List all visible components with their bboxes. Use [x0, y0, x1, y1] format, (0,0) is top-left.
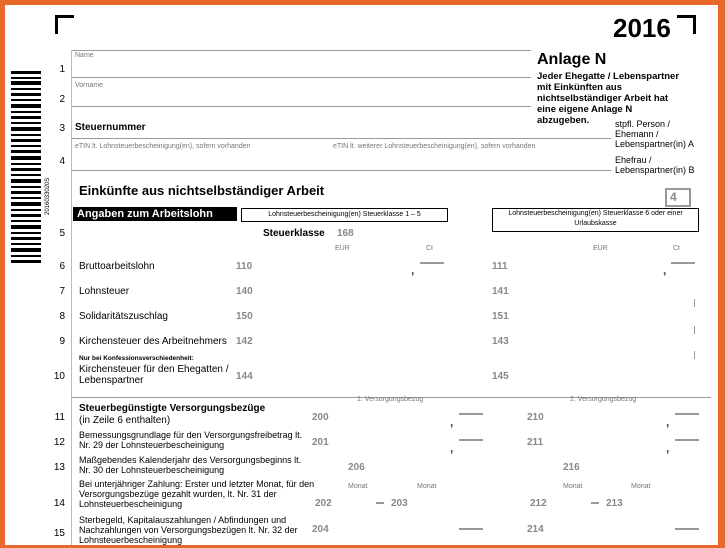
rule	[71, 138, 611, 139]
line-number: 1	[59, 64, 65, 75]
monat-label: Monat	[563, 483, 583, 490]
line-number: 13	[53, 462, 65, 473]
steuernummer-label: Steuernummer	[75, 122, 146, 133]
year: 2016	[613, 13, 671, 43]
monat-label: Monat	[631, 483, 651, 490]
line-number: 10	[53, 371, 65, 382]
row-code-col1: 200	[312, 412, 329, 423]
person-a-label: stpfl. Person / Ehemann / Lebenspartner(in) A	[615, 119, 695, 149]
line-number: 6	[59, 261, 65, 272]
row-code-col1: 110	[236, 261, 253, 272]
side-code-text: 2016033020S	[45, 177, 51, 215]
form-page	[5, 5, 718, 545]
row-code-col2: 212	[530, 498, 547, 509]
person-b-label: Ehefrau / Lebenspartner(in) B	[615, 155, 695, 175]
row-code-col2: 214	[527, 524, 544, 535]
cent-field[interactable]	[420, 262, 444, 264]
row-code-col2: 216	[563, 462, 580, 473]
row-code-col1: 206	[348, 462, 365, 473]
line-number: 8	[59, 311, 65, 322]
row-label: Bei unterjähriger Zahlung: Erster und letzter Monat, für den Versorgungsbezüge gezahlt wurden, lt. Nr. 31 der Lohnsteuerbescheinigung	[79, 479, 315, 509]
row-label: Kirchensteuer des Arbeitnehmers	[79, 336, 227, 347]
row-code-col2: 151	[492, 311, 509, 322]
decimal-comma: ,	[411, 263, 415, 277]
person-code-box[interactable]: 4	[665, 188, 691, 207]
rule	[71, 77, 531, 78]
row-code-col1: 202	[315, 498, 332, 509]
row-code-col2b: 213	[606, 498, 623, 509]
tin2-label: eTIN lt. weiterer Lohnsteuerbescheinigung(en), sofern vorhanden	[333, 143, 536, 150]
monat-label: Monat	[417, 483, 437, 490]
corner-mark-top-right	[677, 15, 696, 34]
steuerklasse-code: 168	[337, 228, 354, 239]
steuerklasse-label: Steuerklasse	[263, 228, 325, 239]
versorgung-col2: 2. Versorgungsbezug	[570, 396, 637, 403]
row-label: Kirchensteuer für den Ehegatten / Lebenspartner	[79, 364, 229, 386]
row-label: Solidaritätszuschlag	[79, 311, 168, 322]
row-code-col2: 211	[527, 437, 544, 448]
decimal-comma: ,	[450, 441, 454, 455]
corner-mark-top-left	[55, 15, 74, 34]
line-number: 4	[59, 156, 65, 167]
decimal-comma: ,	[666, 415, 670, 429]
side-code	[45, 125, 53, 215]
versorgung-col1: 1. Versorgungsbezug	[357, 396, 424, 403]
vorname-label: Vorname	[75, 82, 104, 89]
row-label: Sterbegeld, Kapitalauszahlungen / Abfindungen und Nachzahlungen von Versorgungsbezügen lt. Nr. 32 der Lohnsteuerbescheinigung	[79, 515, 298, 545]
row-code-col1: 204	[312, 524, 329, 535]
eur-label-col2: EUR	[593, 245, 608, 252]
row-code-col2: 145	[492, 371, 509, 382]
decimal-comma: ,	[450, 415, 454, 429]
name-label: Name	[75, 52, 94, 59]
eur-label-col1: EUR	[335, 245, 350, 252]
cent-field[interactable]	[459, 528, 483, 530]
form-title: Anlage N	[537, 51, 607, 68]
cent-field[interactable]	[671, 262, 695, 264]
line-number: 7	[59, 286, 65, 297]
row-code-col2: 210	[527, 412, 544, 423]
cent-field[interactable]	[675, 528, 699, 530]
field-mark	[694, 351, 695, 359]
row-code-col1: 201	[312, 437, 329, 448]
row-code-col1: 144	[236, 371, 253, 382]
line-number: 5	[59, 228, 65, 239]
versorgung-subtitle: (in Zeile 6 enthalten)	[79, 415, 171, 426]
rule	[71, 106, 531, 107]
rule	[71, 50, 531, 51]
row-label: Lohnsteuer	[79, 286, 130, 297]
row-note: Nur bei Konfessionsverschiedenheit:	[79, 355, 194, 362]
arbeitslohn-title: Angaben zum Arbeitslohn	[73, 207, 237, 221]
col-header-steuerklasse-6: Lohnsteuerbescheinigung(en) Steuerklasse 6 oder einer Urlaubskasse	[492, 208, 699, 232]
ct-label-col1: Ct	[426, 245, 433, 252]
decimal-comma: ,	[663, 263, 667, 277]
cent-field[interactable]	[459, 413, 483, 415]
col-header-steuerklasse-1-5: Lohnsteuerbescheinigung(en) Steuerklasse 1 – 5	[241, 208, 448, 222]
tin1-label: eTIN lt. Lohnsteuerbescheinigung(en), sofern vorhanden	[75, 143, 251, 150]
row-label: Bruttoarbeitslohn	[79, 261, 155, 272]
line-number: 15	[53, 528, 65, 539]
field-mark	[694, 299, 695, 307]
range-dash	[376, 502, 384, 504]
line-number: 2	[59, 94, 65, 105]
row-code-col1: 140	[236, 286, 253, 297]
versorgung-title: Steuerbegünstigte Versorgungsbezüge	[79, 403, 266, 414]
row-code-col1: 142	[236, 336, 253, 347]
row-code-col2: 111	[492, 261, 508, 272]
range-dash	[591, 502, 599, 504]
row-label: Bemessungsgrundlage für den Versorgungsfreibetrag lt. Nr. 29 der Lohnsteuerbescheinigung	[79, 430, 303, 450]
field-mark	[694, 326, 695, 334]
row-code-col1: 150	[236, 311, 253, 322]
ct-label-col2: Ct	[673, 245, 680, 252]
decimal-comma: ,	[666, 441, 670, 455]
barcode	[11, 71, 41, 265]
cent-field[interactable]	[459, 439, 483, 441]
section-title: Einkünfte aus nichtselbständiger Arbeit	[79, 183, 325, 198]
row-code-col2: 141	[492, 286, 509, 297]
line-number: 9	[59, 336, 65, 347]
line-number: 14	[53, 498, 65, 509]
monat-label: Monat	[348, 483, 368, 490]
line-number: 12	[53, 437, 65, 448]
rule	[71, 170, 611, 171]
row-code-col1b: 203	[391, 498, 408, 509]
line-number: 11	[54, 412, 65, 423]
line-number: 3	[59, 123, 65, 134]
cent-field[interactable]	[675, 413, 699, 415]
row-label: Maßgebendes Kalenderjahr des Versorgungsbeginns lt. Nr. 30 der Lohnsteuerbescheinigung	[79, 455, 302, 475]
form-notice: Jeder Ehegatte / Lebenspartner mit Einkünften aus nichtselbständiger Arbeit hat eine eigene Anlage N abzugeben.	[537, 71, 680, 126]
rule	[71, 50, 72, 545]
row-code-col2: 143	[492, 336, 509, 347]
cent-field[interactable]	[675, 439, 699, 441]
